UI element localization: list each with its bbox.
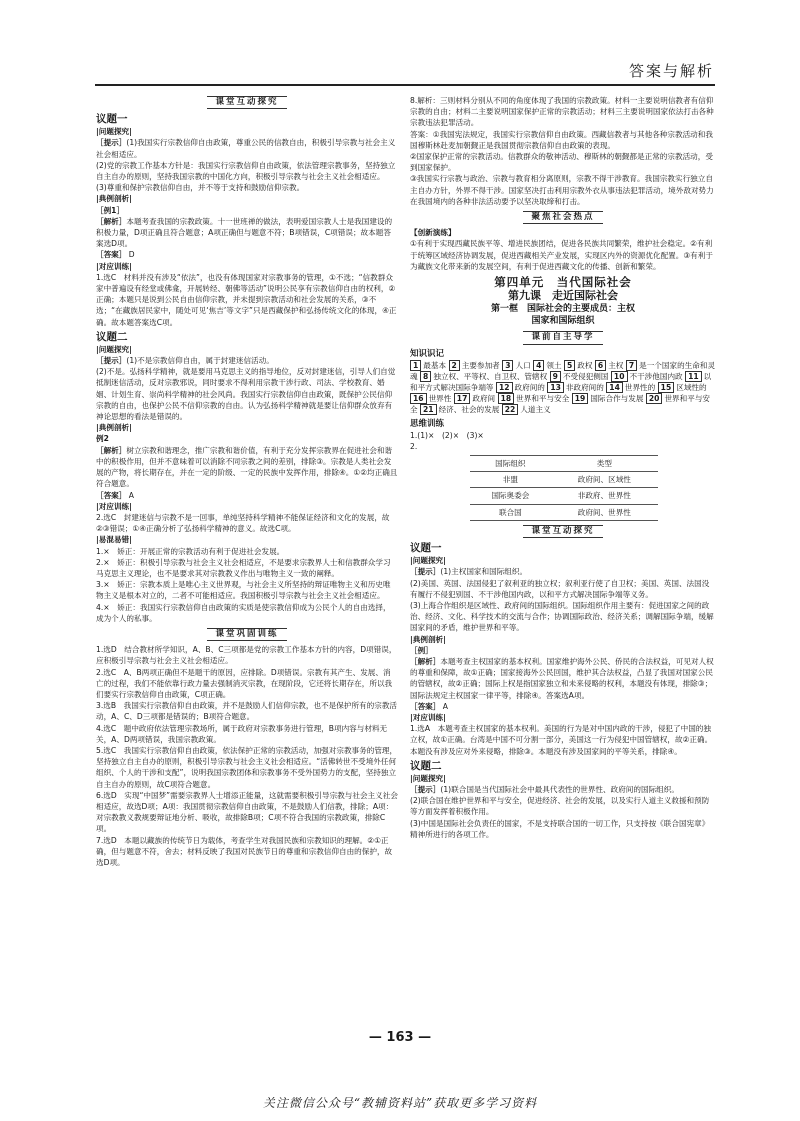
topic-heading: 议题一: [410, 542, 442, 555]
left-column: [96, 92, 398, 868]
innovation-label: 【创新演练】: [410, 228, 456, 238]
keyword-item: 1 最基本: [410, 361, 449, 370]
paragraph: 2.选C A、B两项正确但不是题干的原因，应排除。D项错误。宗教有其产生、发展、消亡的过程，我们不能依靠行政力量去强制消灭宗教，在现阶段，它还将长期存在，所以我们要实行宗教信仰自由政策，C项正确。: [96, 667, 393, 699]
header-title: 答案与解析: [628, 62, 714, 80]
topic-heading: 议题一: [96, 113, 128, 126]
keyword-item: 16 世界性: [410, 394, 454, 403]
lesson-title: 第九课 走近国际社会: [508, 289, 618, 303]
paragraph: ［解析］本题考查我国的宗教政策。十一世班禅的做法，表明爱国宗教人士是我国建设的积极力量，D项正确且符合题意；A项正确但与题意不符；B项错误，C项错误；故本题答案选D项。: [96, 216, 393, 249]
paragraph: 2.选C 封建迷信与宗教不是一回事，单纯坚持科学精神不能保证经济和文化的发展，故②③错误；①④正确分析了弘扬科学精神的意义。故选C项。: [96, 512, 390, 534]
knowledge-list: [410, 360, 716, 416]
section-title: 国家和国际组织: [531, 316, 595, 327]
page-number: — 163 —: [368, 1030, 432, 1045]
paragraph: 2.: [410, 441, 418, 451]
training-label: |对应训练|: [410, 712, 446, 722]
table-cell: 国际奥委会: [470, 488, 551, 504]
paragraph: ［提示］(1)我国实行宗教信仰自由政策，尊重公民的信教自由，积极引导宗教与社会主义社会相适应。: [96, 138, 396, 159]
answer: ［答案］ D: [96, 250, 135, 260]
keyword-item: 6 主权: [595, 361, 626, 370]
example-label: |典例剖析|: [410, 634, 446, 644]
keyword-item: 11 以和平方式解决国际争端等: [410, 371, 712, 393]
paragraph: ［解析］本题考查主权国家的基本权利。国家维护海外公民、侨民的合法权益，可见对人权的尊重和保障，故①正确；国家接海外公民回国，维护其合法权益，凸显了我国对国家公民的管辖权，故②正确；国际上权是指国家独立和未来侵略的权利，本题没有体现，排除③；国际法规定主权国家一律平等，排除④。答案选A项。: [410, 656, 714, 700]
keyword-item: 2 主要参加者: [449, 361, 503, 370]
org-table: [470, 455, 658, 521]
keyword-item: 8 独立权、平等权、自卫权、管辖权: [420, 372, 550, 381]
topic-heading: 议题二: [410, 759, 442, 772]
paragraph: (2)联合国在维护世界和平与安全，促进经济、社会的发展，以及实行人道主义救援和预防等方面发挥着积极作用。: [410, 796, 710, 817]
example-number: ［例］: [410, 645, 433, 655]
keyword-item: 4 领土: [533, 361, 564, 370]
paragraph: 7.选D 本题以藏族的传统节日为载体，考查学生对我国民族和宗教知识的理解。②①正确，但与题意不符，舍去；材料反映了我国对民族节日的尊重和宗教信仰自由的保护，故选D项。: [96, 835, 393, 867]
section-title: 第一框 国际社会的主要成员：主权: [490, 304, 635, 315]
keyword-item: 14 世界性的: [606, 383, 657, 392]
keyword-item: 9 不受侵犯侧国: [550, 372, 611, 381]
keyword-item: 13 非政府间的: [547, 383, 606, 392]
paragraph: 1.(1)× (2)× (3)×: [410, 430, 484, 440]
paragraph: 8.解析：三则材料分别从不同的角度体现了我国的宗教政策。材料一主要说明信教者有信仰宗教的自由；材料二主要说明国家保护正常的宗教活动；材料三主要说明国家依法打击各种宗教违法犯罪活动。: [410, 96, 714, 128]
keyword-item: 5 政权: [564, 361, 595, 370]
question-explore-label: |问题探究|: [410, 556, 446, 566]
thinking-heading: 思维训练: [410, 418, 445, 429]
paragraph: 1.选A 本题考查主权国家的基本权利。美国的行为是对中国内政的干涉，侵犯了中国的独立权，故①正确。台湾是中国不可分割一部分，美国这一行为侵犯中国管辖权，故②正确。本题没有涉及应对外来侵略，排除③。本题没有涉及国家间的平等关系，排除④。: [410, 724, 713, 756]
example-number: 例2: [96, 434, 109, 444]
example-label: |典例剖析|: [96, 423, 132, 433]
footer-notice: 关注微信公众号“教辅资料站”获取更多学习资料: [262, 1096, 538, 1110]
table-cell: 非政府、世界性: [551, 488, 658, 504]
keyword-item: 3 人口: [502, 361, 533, 370]
section-banner: 课堂互动探究: [410, 525, 716, 538]
example-label: |典例剖析|: [96, 194, 132, 204]
keyword-item: 7 是一个国家的生命和灵魂: [410, 360, 716, 381]
paragraph: 6.选D 实现“中国梦”需要宗教界人士增添正能量，这就需要积极引导宗教与社会主义社会相适应，故选D项；A项：我国贯彻宗教信仰自由政策，不是鼓励人们信教，排除；A项：对宗教教义教规要辩证地分析、吸收，故排除B项；C项不符合我国的宗教政策，排除C项。: [96, 790, 398, 834]
answer: ［答案］ A: [410, 701, 448, 711]
table-row: [470, 488, 658, 504]
keyword-item: 15 区域性的: [658, 383, 707, 392]
paragraph: ［提示］(1)主权国家和国际组织。: [410, 567, 528, 577]
table-cell: 政府间、世界性: [551, 504, 658, 520]
paragraph: ②国家保护正常的宗教活动。信教群众的敬神活动、穆斯林的朝觐都是正常的宗教活动，受到国家保护。: [410, 152, 713, 173]
table-cell: 联合国: [470, 504, 551, 520]
keyword-item: 17 政府间: [454, 394, 498, 403]
keyword-item: 12 政府间的: [496, 383, 547, 392]
header-rule: [95, 84, 715, 86]
question-explore-label: |问题探究|: [410, 773, 446, 783]
paragraph: 1.选C 材料并没有涉及“依法”，也没有体现国家对宗教事务的管理，①不选；“信教群众家中普遍设有经堂或佛龛，开展转经、朝佛等活动”说明公民享有宗教信仰自由的权利，②正确；本题只是说到公民自由信仰宗教，并未提到宗教活动和社会发展的关系，③不选；“在藏族居民家中，随处可见‘焦吉’等文字”只是西藏保护和弘扬传统文化的体现，④正确。故本题答案选C项。: [96, 272, 397, 327]
question-explore-label: |问题探究|: [96, 344, 132, 354]
keyword-item: 21 经济、社会的发展: [420, 405, 502, 414]
keyword-item: 10 不干涉他国内政: [611, 372, 685, 381]
training-label: |对应训练|: [96, 261, 132, 271]
table-cell: 政府间、区域性: [551, 472, 658, 488]
paragraph: 2.× 矫正：积极引导宗教与社会主义社会相适应，不是要求宗教界人士和信教群众学习马克思主义理论，也不是要求其对宗教教义作出与唯物主义一致的阐释。: [96, 557, 391, 578]
paragraph: (3)尊重和保护宗教信仰自由，并不等于支持和鼓励信仰宗教。: [96, 183, 305, 193]
training-label: |对应训练|: [96, 501, 132, 511]
paragraph: (2)美国、英国、法国侵犯了叙利亚的独立权；叙利亚行使了自卫权；美国、英国、法国没有履行不侵犯别国、不干涉他国内政，以和平方式解决国际争端等义务。: [410, 578, 710, 599]
paragraph: 5.选C 我国实行宗教信仰自由政策，依法保护正常的宗教活动，加强对宗教事务的管理，坚持独立自主自办的原则，积极引导宗教与社会主义社会相适应。“活佛转世不受境外任何组织、个人的干涉和支配”，说明我国宗教团体和宗教事务不受外国势力的支配，坚持独立自主自办的原则，故C项符合题意。: [96, 745, 398, 789]
paragraph: (2)党的宗教工作基本方针是：我国实行宗教信仰自由政策，依法管理宗教事务，坚持独立自主自办的原则，坚持我国宗教的中国化方向，积极引导宗教与社会主义社会相适应。: [96, 160, 396, 182]
example-number: ［例1］: [96, 205, 125, 215]
paragraph: 3.× 矫正：宗教本质上是唯心主义世界观，与社会主义所坚持的辩证唯物主义和历史唯物主义是根本对立的，二者不可能相适应。我国积极引导宗教与社会主义社会相适应。: [96, 580, 391, 601]
table-cell: 类型: [551, 456, 658, 472]
table-cell: 国际组织: [470, 456, 551, 472]
paragraph: ③我国实行宗教与政治、宗教与教育相分离原则，宗教不得干涉教育。我国宗教实行独立自主自办方针，外界不得干涉。国家坚决打击利用宗教外衣从事违法犯罪活动，境外敌对势力在我国境内的各种非法活动要予以坚决取缔和打击。: [410, 174, 714, 206]
topic-heading: 议题二: [96, 330, 128, 343]
keyword-item: 18 世界和平与安全: [498, 394, 572, 403]
paragraph: 3.选B 我国实行宗教信仰自由政策，并不是鼓励人们信仰宗教，也不是保护所有的宗教活动，A、C、D三项都是错误的；B项符合题意。: [96, 701, 398, 722]
paragraph: (3)上海合作组织是区域性、政府间的国际组织。国际组织作用主要有：促进国家之间的政治、经济、文化、科学技术的交流与合作；协调国际政治、经济关系；调解国际争端，缓解国家间的矛盾，维护世界和平等。: [410, 600, 714, 633]
paragraph: ①有利于实现西藏民族平等、增进民族团结，促进各民族共同繁荣，维护社会稳定。②有利于统筹区域经济协调发展，促进西藏相关产业发展，实现区内外的资源优化配置。③有利于为藏族文化带来新的发展空间，有利于促进西藏文化的传播、创新和繁荣。: [410, 239, 713, 271]
paragraph: ［提示］(1)不是宗教信仰自由，属于封建迷信活动。: [96, 356, 274, 366]
section-banner: 课前自主导学: [410, 331, 716, 344]
keyword-item: 19 国际合作与发展: [572, 394, 646, 403]
paragraph: 4.选C 题中政府依法管理宗教场所，属于政府对宗教事务进行管理，B项内容与材料无关，A、D两项错误，我国宗教政策。: [96, 723, 388, 744]
table-row: [470, 504, 658, 520]
paragraph: ［提示］(1)联合国是当代国际社会中最具代表性的世界性、政府间的国际组织。: [410, 784, 679, 794]
question-explore-label: |问题探究|: [96, 127, 132, 137]
easy-mistake-label: |易混易错|: [96, 535, 132, 545]
table-cell: 非盟: [470, 472, 551, 488]
answer: ［答案］ A: [96, 490, 134, 500]
knowledge-heading: 知识识记: [410, 348, 445, 359]
table-row: [470, 472, 658, 488]
keyword-item: 22 人道主义: [502, 405, 551, 414]
paragraph: (3)中国是国际社会负责任的国家，不是支持联合国的一切工作，只支持按《联合国宪章》精神所进行的各项工作。: [410, 818, 710, 839]
right-column: [410, 95, 716, 840]
paragraph: (2)不是。弘扬科学精神，就是要用马克思主义的指导地位，反对封建迷信，引导人们自觉抵制迷信活动，反对宗教邪说，同时要求不得利用宗教干涉行政、司法、学校教育、婚姻、计划生育、崇尚科学精神的社会风尚。我国实行宗教信仰自由政策，既保护公民信仰宗教的自由，也保护公民不信仰宗教的自由。认为弘扬科学精神就是要让信仰群众放弃有神论思想的看法是错误的。: [96, 367, 396, 422]
section-banner: 课堂互动探究: [96, 96, 398, 109]
paragraph: ［解析］树立宗教和谐理念，推广宗教和谐价值，有利于充分发挥宗教界在促进社会和谐中的积极作用，但并不意味着可以消除不同宗教之间的差别，排除③。宗教是人类社会发展的产物，将长期存在，并在一定的阶级、一定的民族中发挥作用，排除④。①②均正确且符合题意。: [96, 445, 398, 489]
section-banner: 课堂巩固训练: [96, 628, 398, 641]
paragraph: 4.× 矫正：我国实行宗教信仰自由政策的实质是使宗教信仰成为公民个人的自由选择，成为个人的私事。: [96, 602, 391, 623]
table-row: [470, 456, 658, 472]
section-banner: 聚焦社会热点: [410, 211, 716, 224]
paragraph: 答案：①我国宪法规定，我国实行宗教信仰自由政策。西藏信教者与其他各种宗教活动和我国穆斯林赴麦加朝觐正是我国贯彻宗教信仰自由政策的表现。: [410, 129, 713, 150]
paragraph: 1.选D 结合教材所学知识，A、B、C三项都是党的宗教工作基本方针的内容，D项错误，应积极引导宗教与社会主义社会相适应。: [96, 645, 397, 666]
paragraph: 1.× 矫正：开展正常的宗教活动有利于促进社会发展。: [96, 546, 285, 556]
unit-title: 第四单元 当代国际社会: [494, 275, 632, 290]
keyword-item: 20 世界和平与安全: [410, 394, 711, 415]
